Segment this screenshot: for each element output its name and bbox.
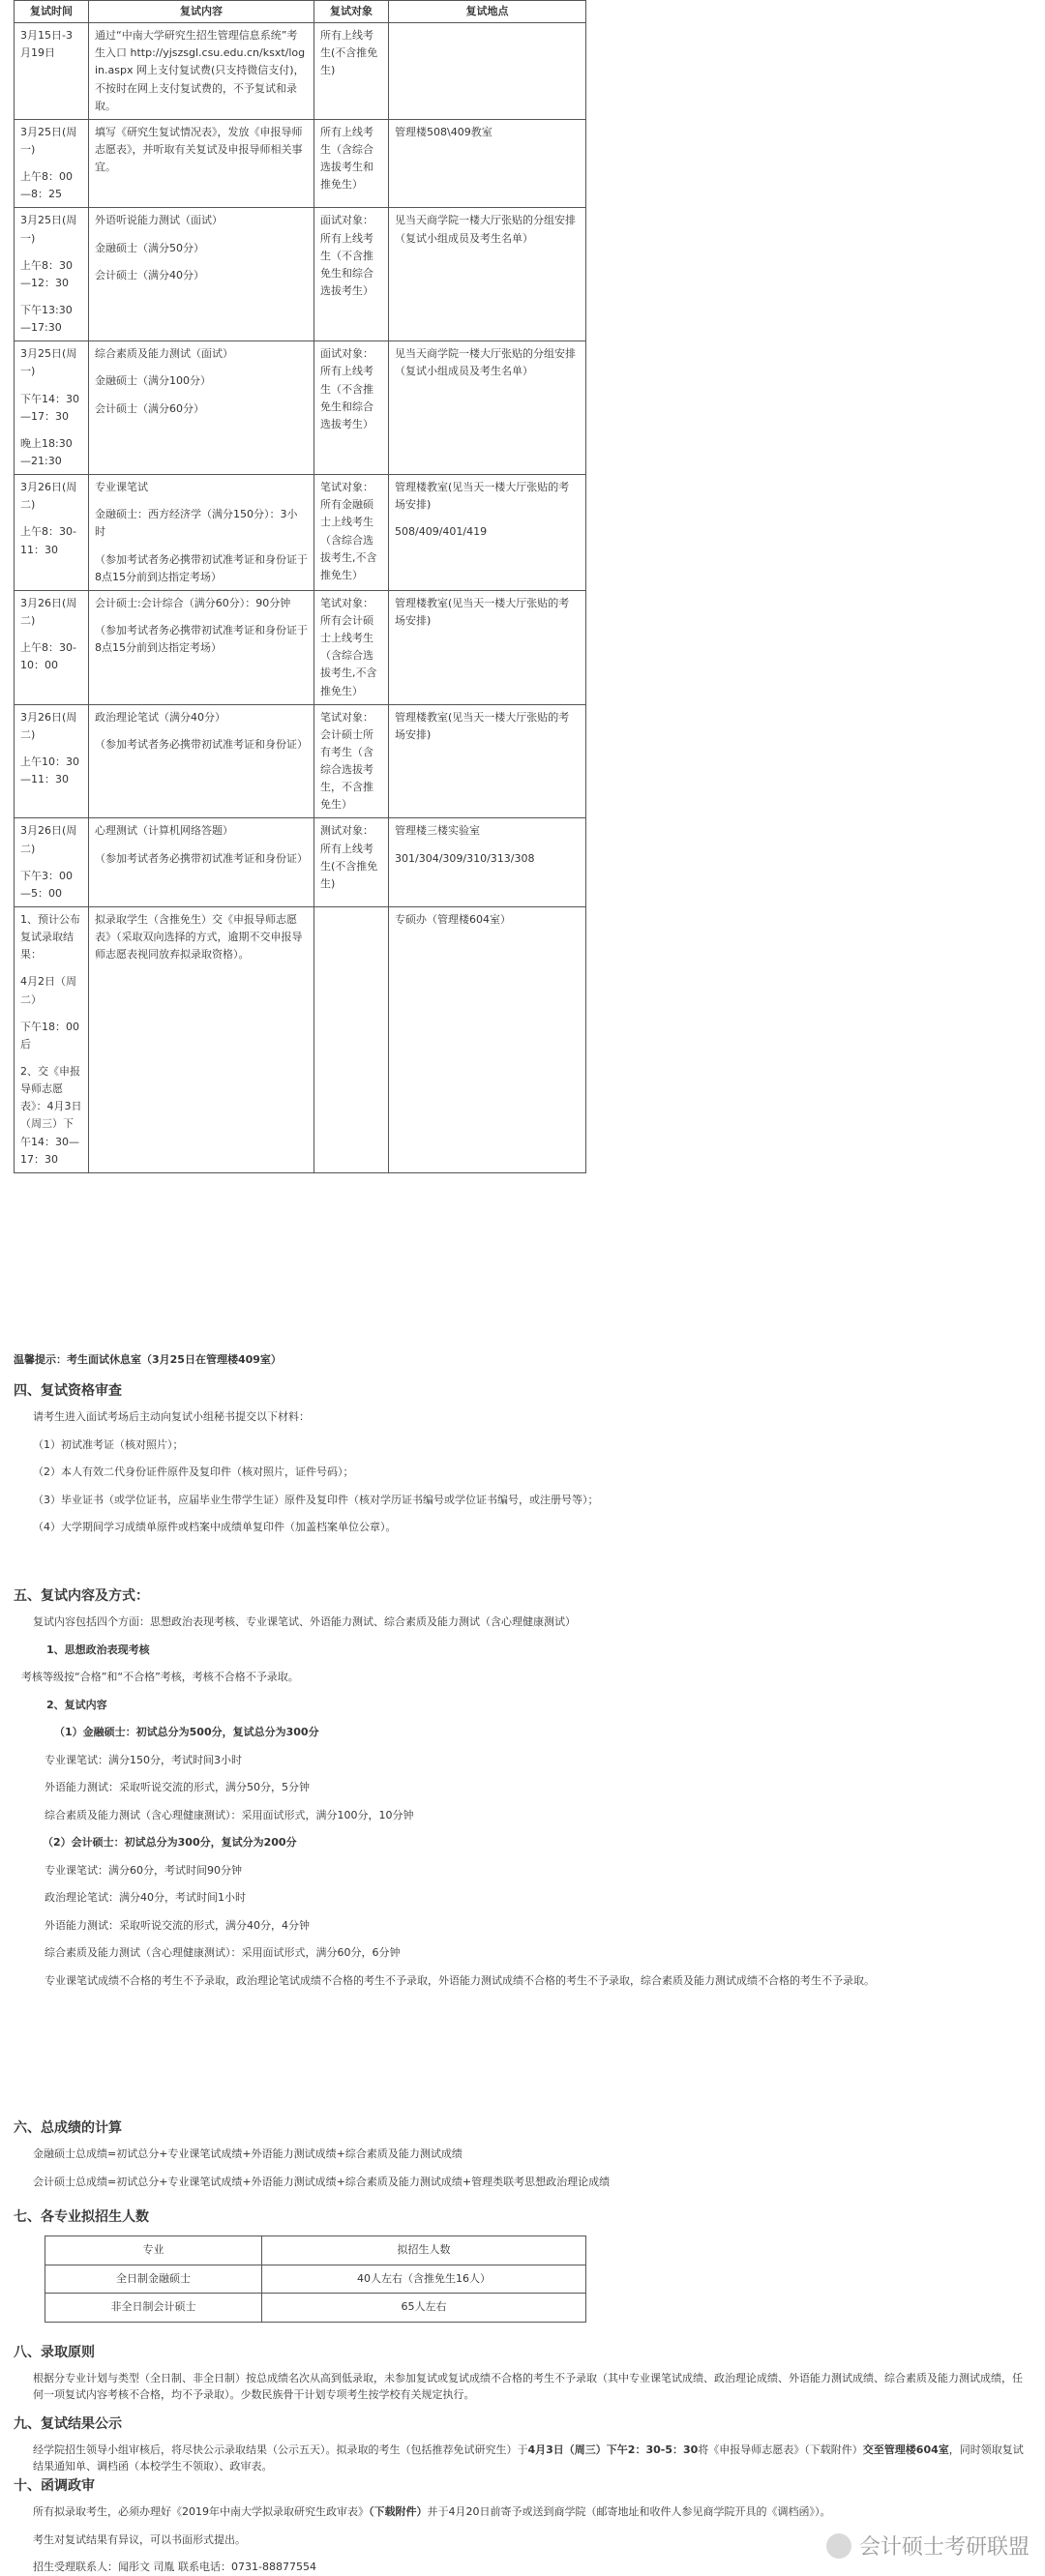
table-row [15, 590, 586, 704]
subheading: （1）金融硕士：初试总分为500分，复试总分为300分 [54, 1726, 319, 1738]
schedule-content-cell [89, 907, 314, 1173]
col-header-time: 复试时间 [15, 1, 89, 23]
cell-text: 上午10：30—11：30 [20, 755, 79, 786]
cell-text: 会计硕士（满分60分） [95, 401, 204, 415]
cell-text: 专业课笔试 [95, 481, 148, 494]
list-item: 专业课笔试：满分150分，考试时间3小时 [45, 1753, 242, 1766]
schedule-content-cell [89, 208, 314, 341]
cell-text: 所有上线考生（含综合选拔考生和推免生） [320, 125, 373, 192]
text: 并于4月20日前寄予或送到商学院（邮寄地址和收件人参见商学院开具的《调档函》）。 [427, 2505, 831, 2518]
text-bold: 交至管理楼604室 [862, 2443, 949, 2456]
cell-text: 管理楼教室(见当天一楼大厅张贴的考场安排) [395, 710, 570, 741]
quota-cell: 65人左右 [262, 2294, 586, 2323]
schedule-time-cell [15, 704, 89, 818]
text: 经学院招生领导小组审核后，将尽快公示录取结果（公示五天）。拟录取的考生（包括推荐免试研究生）于 [33, 2443, 528, 2456]
cell-text: 笔试对象：所有金融硕士上线考生（含综合选拔考生,不含推免生） [320, 481, 377, 581]
schedule-target-cell [314, 907, 389, 1173]
col-header-content: 复试内容 [89, 1, 314, 23]
schedule-target-cell [314, 341, 389, 475]
list-item: 专业课笔试：满分60分，考试时间90分钟 [45, 1863, 242, 1877]
list-item: 外语能力测试：采取听说交流的形式，满分50分，5分钟 [45, 1781, 310, 1793]
cell-text: 面试对象：所有上线考生（不含推免生和综合选拔考生） [320, 214, 373, 297]
table-row [15, 907, 586, 1173]
cell-text: 3月26日(周二) [20, 710, 77, 741]
cell-text: 专硕办（管理楼604室） [395, 913, 511, 927]
cell-text: 拟录取学生（含推免生）交《申报导师志愿表》（采取双向选择的方式，逾期不交申报导师志愿表视同放弃拟录取资格）。 [95, 913, 303, 962]
table-row [15, 475, 586, 591]
cell-text: 综合素质及能力测试（面试） [95, 347, 233, 361]
cell-text: 笔试对象：会计硕士所有考生（含综合选拔考生，不含推免生） [320, 710, 373, 812]
cell-text: （参加考试者务必携带初试准考证和身份证于8点15分前到达指定考场） [95, 623, 308, 655]
cell-text: （参加考试者务必携带初试准考证和身份证于8点15分前到达指定考场） [95, 552, 308, 583]
schedule-time-cell [15, 119, 89, 208]
cell-text: 2、交《申报导师志愿表》：4月3日（周三）下午14：30—17：30 [20, 1065, 82, 1166]
cell-text: （参加考试者务必携带初试准考证和身份证） [95, 851, 308, 865]
paragraph: 根据分专业计划与类型（全日制、非全日制）按总成绩名次从高到低录取，未参加复试或复试成绩不合格的考生不予录取（其中专业课笔试成绩、政治理论成绩、外语能力测试成绩、综合素质及能力测试成绩，任何一项复试内容考核不合格，均不予录取）。少数民族骨干计划专项考生按学校有关规定执行。 [33, 2372, 1023, 2401]
quota-table [45, 2235, 586, 2323]
schedule-content-cell [89, 475, 314, 591]
schedule-place-cell [389, 208, 586, 341]
schedule-place-cell [389, 23, 586, 120]
cell-text: 下午18：00后 [20, 1020, 79, 1051]
quota-header: 拟招生人数 [262, 2236, 586, 2265]
table-row [15, 341, 586, 475]
schedule-target-cell [314, 119, 389, 208]
schedule-target-cell [314, 704, 389, 818]
cell-text: 3月26日(周二) [20, 596, 77, 627]
section-title: 六、总成绩的计算 [14, 2120, 122, 2136]
schedule-content-cell [89, 341, 314, 475]
cell-text: 1、预计公布复试录取结果： [20, 913, 80, 962]
cell-text: 上午8：30-10：00 [20, 641, 76, 672]
list-item: （3）毕业证书（或学位证书，应届毕业生带学生证）原件及复印件（核对学历证书编号或学位证书编号，或注册号等）； [33, 1493, 599, 1506]
cell-text: 上午8：00—8：25 [20, 170, 73, 201]
schedule-content-cell [89, 818, 314, 907]
cell-text: 外语听说能力测试（面试） [95, 214, 223, 227]
cell-text: 金融硕士（满分50分） [95, 241, 204, 254]
table-row [15, 119, 586, 208]
text: 将《申报导师志愿表》（下载附件） [698, 2443, 863, 2456]
schedule-content-cell [89, 590, 314, 704]
cell-text: 所有上线考生(不含推免生) [320, 29, 378, 77]
schedule-target-cell [314, 208, 389, 341]
subheading: 1、思想政治表现考核 [46, 1643, 150, 1656]
schedule-place-cell [389, 818, 586, 907]
schedule-time-cell [15, 475, 89, 591]
section-4 [14, 1381, 1031, 1548]
cell-text: （参加考试者务必携带初试准考证和身份证） [95, 737, 308, 751]
schedule-content-cell [89, 23, 314, 120]
schedule-time-cell [15, 341, 89, 475]
cell-text: 通过“中南大学研究生招生管理信息系统”考生入口 http://yjszsgl.csu.edu.cn/ksxt/login.aspx 网上支付复试费(只支持微信支付)，不按时在网上支付复试费的，不予复试和录取。 [95, 29, 306, 112]
text: 所有拟录取考生，必须办理好《2019年中南大学拟录取研究生政审表》 [33, 2505, 369, 2518]
text: ，同时领取复试结果通知单、调档函（本校学生不领取）、政审表。 [33, 2443, 1024, 2472]
cell-text: 政治理论笔试（满分40分） [95, 710, 225, 724]
cell-text: 测试对象：所有上线考生(不含推免生) [320, 824, 378, 890]
schedule-place-cell [389, 341, 586, 475]
brand-watermark [826, 2531, 1030, 2561]
text-bold: （下载附件） [369, 2505, 428, 2518]
quota-cell: 非全日制会计硕士 [45, 2294, 262, 2323]
list-item: （1）初试准考证（核对照片）； [33, 1437, 184, 1451]
quota-header: 专业 [45, 2236, 262, 2265]
section-10 [14, 2476, 1031, 2576]
schedule-target-cell [314, 23, 389, 120]
paragraph: 考生对复试结果有异议，可以书面形式提出。 [33, 2532, 246, 2546]
section-7 [14, 2207, 1031, 2336]
cell-text: 3月25日(周一) [20, 347, 77, 378]
schedule-content-cell [89, 704, 314, 818]
list-item: （2）本人有效二代身份证件原件及复印件（核对照片，证件号码）； [33, 1466, 354, 1478]
section-title: 十、函调政审 [14, 2478, 95, 2494]
cell-text: 3月15日-3月19日 [20, 29, 73, 60]
cell-text: 3月26日(周二) [20, 824, 77, 855]
section-title: 八、录取原则 [14, 2345, 95, 2360]
cell-text: 301/304/309/310/313/308 [395, 851, 535, 865]
section-title: 七、各专业拟招生人数 [14, 2209, 149, 2225]
schedule-content-cell [89, 119, 314, 208]
schedule-time-cell [15, 23, 89, 120]
cell-text: 下午3：00—5：00 [20, 869, 73, 900]
list-item: 综合素质及能力测试（含心理健康测试）：采用面试形式，满分100分，10分钟 [45, 1808, 414, 1821]
paragraph: 考核等级按“合格”和“不合格”考核，考核不合格不予录取。 [21, 1671, 299, 1683]
schedule-time-cell [15, 818, 89, 907]
list-item: 综合素质及能力测试（含心理健康测试）：采用面试形式，满分60分，6分钟 [45, 1946, 401, 1959]
table-row [15, 704, 586, 818]
paragraph: 请考生进入面试考场后主动向复试小组秘书提交以下材料： [33, 1410, 310, 1423]
cell-text: 管理楼三楼实验室 [395, 824, 480, 838]
tip: 温馨提示：考生面试休息室（3月25日在管理楼409室） [14, 1353, 282, 1366]
paragraph [33, 2504, 1031, 2521]
table-row [15, 23, 586, 120]
subheading: （2）会计硕士：初试总分为300分，复试分为200分 [43, 1836, 297, 1849]
cell-text: 3月26日(周二) [20, 481, 77, 512]
col-header-target: 复试对象 [314, 1, 389, 23]
section-6 [14, 2118, 1031, 2202]
cell-text: 下午14：30—17：30 [20, 392, 79, 423]
cell-text: 会计硕士:会计综合（满分60分）：90分钟 [95, 596, 291, 609]
cell-text: 见当天商学院一楼大厅张贴的分组安排（复试小组成员及考生名单） [395, 347, 576, 378]
paragraph [33, 2443, 1031, 2474]
quota-cell: 全日制金融硕士 [45, 2265, 262, 2294]
list-item: （4）大学期间学习成绩单原件或档案中成绩单复印件（加盖档案单位公章）。 [33, 1521, 397, 1533]
cell-text: 3月25日(周一) [20, 214, 77, 245]
cell-text: 上午8：30-11：30 [20, 525, 76, 556]
schedule-body [15, 23, 586, 1173]
section-9 [14, 2414, 1031, 2486]
schedule-place-cell [389, 119, 586, 208]
schedule-place-cell [389, 704, 586, 818]
cell-text: 心理测试（计算机网络答题） [95, 824, 233, 838]
list-item: 政治理论笔试：满分40分，考试时间1小时 [45, 1891, 246, 1904]
table-row [15, 208, 586, 341]
cell-text: 面试对象：所有上线考生（不含推免生和综合选拔考生） [320, 347, 373, 430]
section-title: 四、复试资格审查 [14, 1383, 122, 1399]
paragraph: 复试内容包括四个方面：思想政治表现考核、专业课笔试、外语能力测试、综合素质及能力测试（含心理健康测试） [33, 1615, 576, 1628]
cell-text: 见当天商学院一楼大厅张贴的分组安排（复试小组成员及考生名单） [395, 214, 576, 245]
schedule-target-cell [314, 818, 389, 907]
section-8 [14, 2343, 1031, 2414]
section-title: 五、复试内容及方式： [14, 1588, 149, 1604]
schedule-target-cell [314, 475, 389, 591]
schedule-place-cell [389, 590, 586, 704]
cell-text: 4月2日（周二） [20, 975, 76, 1006]
section-title: 九、复试结果公示 [14, 2416, 122, 2432]
col-header-place: 复试地点 [389, 1, 586, 23]
paragraph: 专业课笔试成绩不合格的考生不予录取，政治理论笔试成绩不合格的考生不予录取，外语能力测试成绩不合格的考生不予录取，综合素质及能力测试成绩不合格的考生不予录取。 [45, 1973, 875, 1987]
schedule-target-cell [314, 590, 389, 704]
list-item: 会计硕士总成绩=初试总分+专业课笔试成绩+外语能力测试成绩+综合素质及能力测试成绩+管理类联考思想政治理论成绩 [33, 2175, 611, 2188]
section-5 [14, 1586, 1031, 2000]
list-item: 金融硕士总成绩=初试总分+专业课笔试成绩+外语能力测试成绩+综合素质及能力测试成绩 [33, 2147, 463, 2160]
schedule-time-cell [15, 208, 89, 341]
schedule-time-cell [15, 907, 89, 1173]
cell-text: 上午8：30—12：30 [20, 258, 73, 289]
text-bold: 4月3日（周三）下午2：30-5：30 [527, 2443, 699, 2456]
cell-text: 填写《研究生复试情况表》，发放《申报导师志愿表》，并听取有关复试及申报导师相关事宜。 [95, 125, 303, 174]
cell-text: 管理楼508\409教室 [395, 125, 493, 138]
cell-text: 金融硕士：西方经济学（满分150分）：3小时 [95, 508, 298, 539]
cell-text: 晚上18:30—21:30 [20, 436, 73, 467]
cell-text: 笔试对象：所有会计硕士上线考生（含综合选拔考生,不含推免生） [320, 596, 377, 697]
cell-text: 3月25日(周一) [20, 125, 77, 156]
cell-text: 508/409/401/419 [395, 525, 488, 539]
schedule-table [14, 0, 586, 1173]
brand-logo-icon [826, 2533, 851, 2559]
contact-line: 招生受理联系人：闻彤文 司胤 联系电话：0731-88877554 [33, 2561, 316, 2573]
cell-text: 管理楼教室(见当天一楼大厅张贴的考场安排) [395, 596, 570, 627]
subheading: 2、复试内容 [46, 1698, 107, 1711]
schedule-place-cell [389, 475, 586, 591]
brand-name: 会计硕士考研联盟 [858, 2535, 1030, 2560]
cell-text: 会计硕士（满分40分） [95, 268, 204, 281]
cell-text: 管理楼教室(见当天一楼大厅张贴的考场安排) [395, 481, 570, 512]
quota-cell: 40人左右（含推免生16人） [262, 2265, 586, 2294]
cell-text: 下午13:30—17:30 [20, 303, 73, 335]
table-row [15, 818, 586, 907]
schedule-time-cell [15, 590, 89, 704]
cell-text: 金融硕士（满分100分） [95, 374, 211, 388]
schedule-place-cell [389, 907, 586, 1173]
list-item: 外语能力测试：采取听说交流的形式，满分40分，4分钟 [45, 1918, 310, 1932]
